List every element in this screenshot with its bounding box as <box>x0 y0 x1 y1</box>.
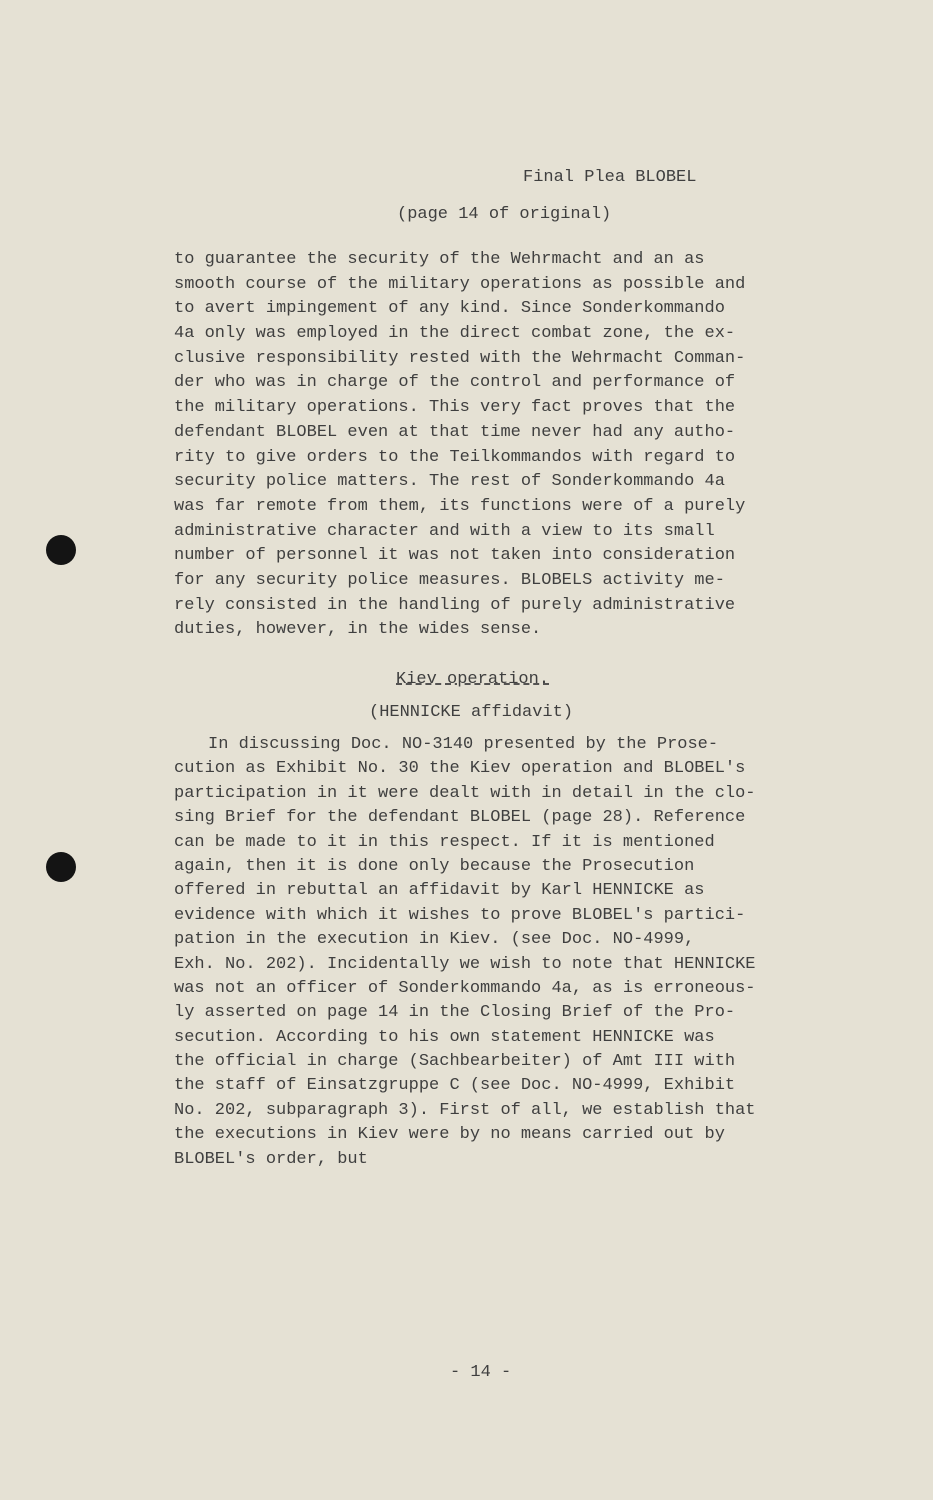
text-line: rely consisted in the handling of purely administrative <box>174 595 736 615</box>
text-line: duties, however, in the wides sense. <box>174 620 542 640</box>
text-line: cution as Exhibit No. 30 the Kiev operation and BLOBEL's <box>174 759 746 779</box>
text-line: the staff of Einsatzgruppe C (see Doc. NO-4999, Exhibit <box>174 1076 736 1096</box>
text-line: security police matters. The rest of Sonderkommando 4a <box>174 472 725 492</box>
text-line: BLOBEL's order, but <box>174 1149 368 1169</box>
text-line: defendant BLOBEL even at that time never had any autho- <box>174 422 736 442</box>
text-line: number of personnel it was not taken into consideration <box>174 546 736 566</box>
page-header: Final Plea BLOBEL <box>523 168 697 187</box>
text-line: clusive responsibility rested with the Wehrmacht Comman- <box>174 348 746 368</box>
text-line: secution. According to his own statement HENNICKE was <box>174 1027 715 1047</box>
section-title: Kiev operation. <box>396 670 550 689</box>
text-line: to avert impingement of any kind. Since Sonderkommando <box>174 299 725 319</box>
paragraph-1 <box>174 248 854 643</box>
text-line: Exh. No. 202). Incidentally we wish to note that HENNICKE <box>174 954 756 974</box>
text-line: the military operations. This very fact proves that the <box>174 398 736 418</box>
text-line: pation in the execution in Kiev. (see Doc. NO-4999, <box>174 930 695 950</box>
text-line: evidence with which it wishes to prove BLOBEL's partici- <box>174 905 746 925</box>
page-subheader: (page 14 of original) <box>397 205 612 224</box>
page-number: - 14 - <box>450 1363 512 1382</box>
punch-hole-bottom <box>46 852 76 882</box>
text-line: der who was in charge of the control and performance of <box>174 373 736 393</box>
text-line: No. 202, subparagraph 3). First of all, we establish that <box>174 1100 756 1120</box>
text-line: the official in charge (Sachbearbeiter) of Amt III with <box>174 1052 736 1072</box>
section-subtitle: (HENNICKE affidavit) <box>369 703 574 722</box>
text-line: was not an officer of Sonderkommando 4a, as is erroneous- <box>174 978 756 998</box>
text-line: smooth course of the military operations as possible and <box>174 274 746 294</box>
text-line: In discussing Doc. NO-3140 presented by the Prose- <box>208 735 719 754</box>
text-line: was far remote from them, its functions were of a purely <box>174 496 746 516</box>
text-line: can be made to it in this respect. If it is mentioned <box>174 832 715 852</box>
text-line: 4a only was employed in the direct combat zone, the ex- <box>174 324 736 344</box>
text-line: administrative character and with a view to its small <box>174 521 715 541</box>
text-line: sing Brief for the defendant BLOBEL (page 28). Reference <box>174 808 746 828</box>
text-line: the executions in Kiev were by no means carried out by <box>174 1125 725 1145</box>
text-line: offered in rebuttal an affidavit by Karl HENNICKE as <box>174 881 705 901</box>
text-line: again, then it is done only because the Prosecution <box>174 856 695 876</box>
text-line: ly asserted on page 14 in the Closing Brief of the Pro- <box>174 1003 736 1023</box>
punch-hole-top <box>46 535 76 565</box>
text-line: for any security police measures. BLOBELS activity me- <box>174 570 725 590</box>
text-line: rity to give orders to the Teilkommandos with regard to <box>174 447 736 467</box>
paragraph-2 <box>174 733 854 1172</box>
text-line: participation in it were dealt with in detail in the clo- <box>174 783 756 803</box>
text-line: to guarantee the security of the Wehrmacht and an as <box>174 250 705 269</box>
